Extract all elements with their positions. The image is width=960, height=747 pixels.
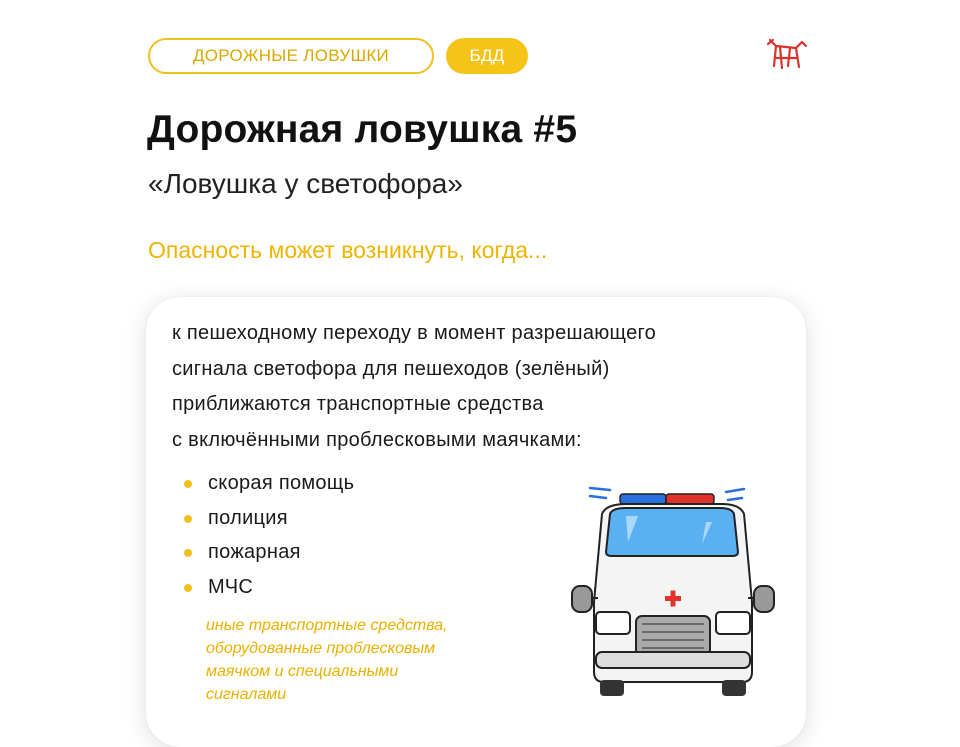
list-item: МЧС <box>184 570 354 605</box>
paragraph-line: приближаются транспортные средства <box>172 393 544 415</box>
lead-text: Опасность может возникнуть, когда... <box>148 237 548 263</box>
card-paragraph <box>172 316 656 458</box>
tag-bdd: БДД <box>446 38 528 74</box>
paragraph-line: к пешеходному переходу в момент разрешающего <box>172 322 657 344</box>
note-line: сигналами <box>206 686 287 703</box>
paragraph-line: сигнала светофора для пешеходов (зелёный) <box>172 357 610 380</box>
vehicle-list <box>184 466 354 604</box>
red-horse-logo-icon <box>766 36 808 72</box>
list-item: полиция <box>184 501 354 536</box>
list-item: пожарная <box>184 535 354 570</box>
paragraph-line: с включёнными проблесковыми маячками: <box>172 428 582 451</box>
tag-road-traps: ДОРОЖНЫЕ ЛОВУШКИ <box>148 38 434 74</box>
note-line: маячком и специальными <box>206 663 399 680</box>
page-subtitle: «Ловушка у светофора» <box>148 168 463 199</box>
note-line: оборудованные проблесковым <box>206 640 436 657</box>
note-text <box>206 614 448 706</box>
ambulance-icon <box>566 482 780 702</box>
note-line: иные транспортные средства, <box>206 617 448 634</box>
page-title: Дорожная ловушка #5 <box>147 108 578 151</box>
list-item: скорая помощь <box>184 466 354 501</box>
